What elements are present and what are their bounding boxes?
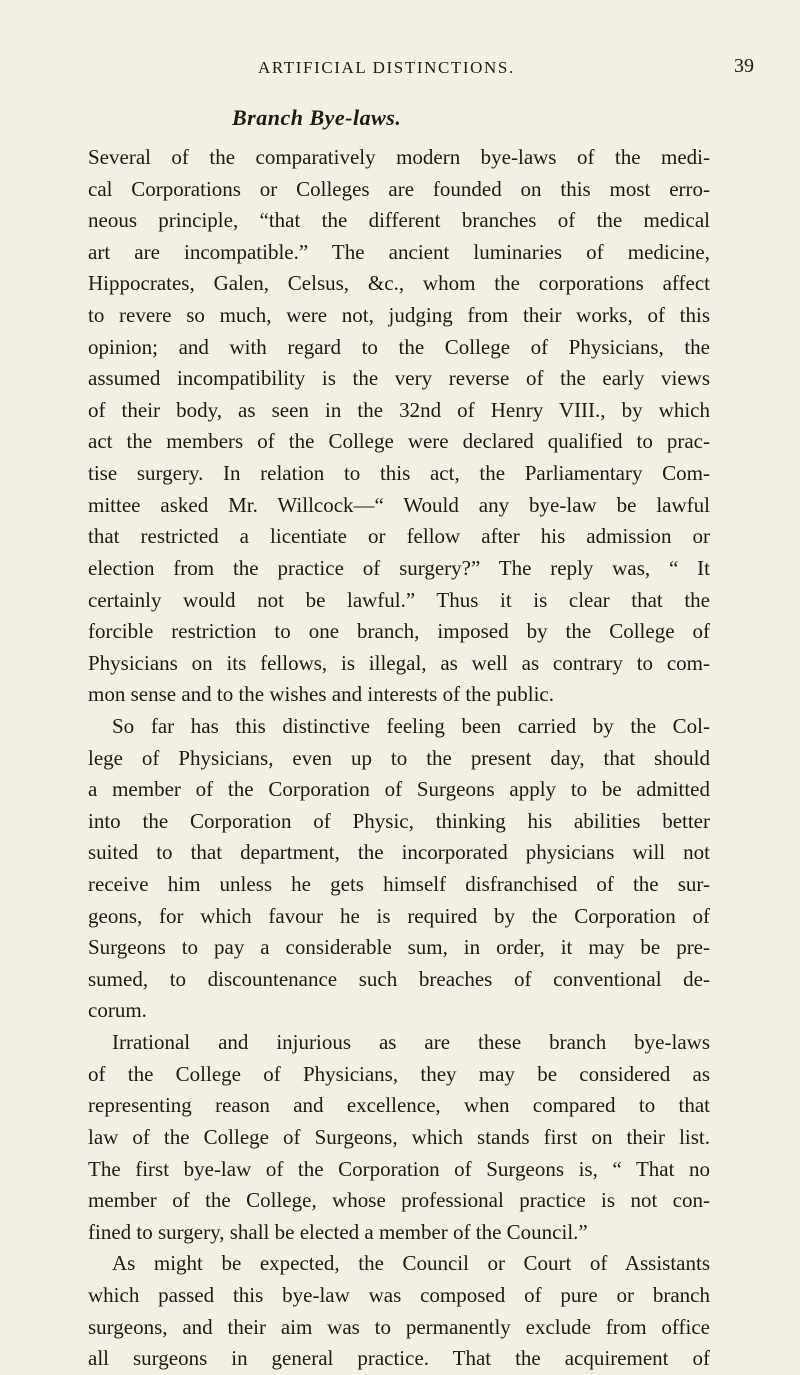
text-line: As might be expected, the Council or Court of Assistants bbox=[112, 1251, 710, 1276]
text-line: of their body, as seen in the 32nd of Henry VIII., by which bbox=[88, 397, 710, 422]
text-line: law of the College of Surgeons, which stands first on their list. bbox=[88, 1124, 710, 1149]
text-line: assumed incompatibility is the very reverse of the early views bbox=[88, 366, 710, 391]
text-line: geons, for which favour he is required by the Corporation of bbox=[88, 903, 710, 928]
text-line: into the Corporation of Physic, thinking his abilities better bbox=[88, 808, 710, 833]
text-line: sumed, to discountenance such breaches of conventional de- bbox=[88, 966, 710, 991]
text-line: lege of Physicians, even up to the present day, that should bbox=[88, 745, 710, 770]
text-line: Physicians on its fellows, is illegal, as well as contrary to com- bbox=[88, 650, 710, 675]
text-line: member of the College, whose professional practice is not con- bbox=[88, 1188, 710, 1213]
text-line: mittee asked Mr. Willcock—“ Would any bye-law be lawful bbox=[88, 492, 710, 517]
text-line: certainly would not be lawful.” Thus it is clear that the bbox=[88, 587, 710, 612]
text-line: election from the practice of surgery?” The reply was, “ It bbox=[88, 555, 710, 580]
text-line: art are incompatible.” The ancient luminaries of medicine, bbox=[88, 239, 710, 264]
text-line: opinion; and with regard to the College of Physicians, the bbox=[88, 334, 710, 359]
text-line: which passed this bye-law was composed of pure or branch bbox=[88, 1282, 710, 1307]
text-line: cal Corporations or Colleges are founded on this most erro- bbox=[88, 176, 710, 201]
text-line: corum. bbox=[88, 998, 147, 1023]
text-line: to revere so much, were not, judging from their works, of this bbox=[88, 303, 710, 328]
text-line: that restricted a licentiate or fellow after his admission or bbox=[88, 524, 710, 549]
text-line: suited to that department, the incorporated physicians will not bbox=[88, 840, 710, 865]
text-line: Several of the comparatively modern bye-laws of the medi- bbox=[88, 145, 710, 169]
text-line: of the College of Physicians, they may be considered as bbox=[88, 1061, 710, 1086]
text-line: neous principle, “that the different branches of the medical bbox=[88, 208, 710, 233]
text-line: surgeons, and their aim was to permanently exclude from office bbox=[88, 1314, 710, 1339]
body-text bbox=[88, 142, 710, 1375]
text-line: representing reason and excellence, when compared to that bbox=[88, 1093, 710, 1118]
text-line: all surgeons in general practice. That the acquirement of bbox=[88, 1346, 710, 1371]
section-heading: Branch Bye-laws. bbox=[232, 105, 402, 130]
text-line: forcible restriction to one branch, imposed by the College of bbox=[88, 619, 710, 644]
text-line: The first bye-law of the Corporation of Surgeons is, “ That no bbox=[88, 1156, 710, 1181]
text-line: tise surgery. In relation to this act, the Parliamentary Com- bbox=[88, 461, 710, 486]
text-line: a member of the Corporation of Surgeons apply to be admitted bbox=[88, 777, 710, 802]
text-line: So far has this distinctive feeling been carried by the Col- bbox=[112, 713, 710, 738]
running-head: ARTIFICIAL DISTINCTIONS. bbox=[258, 58, 515, 77]
text-line: fined to surgery, shall be elected a member of the Council.” bbox=[88, 1219, 588, 1244]
text-line: mon sense and to the wishes and interests of the public. bbox=[88, 682, 554, 707]
text-line: Surgeons to pay a considerable sum, in order, it may be pre- bbox=[88, 935, 710, 960]
text-line: act the members of the College were declared qualified to prac- bbox=[88, 429, 710, 454]
text-line: receive him unless he gets himself disfranchised of the sur- bbox=[88, 872, 710, 897]
text-line: Irrational and injurious as are these branch bye-laws bbox=[112, 1030, 710, 1055]
page-number: 39 bbox=[734, 55, 754, 77]
text-line: Hippocrates, Galen, Celsus, &c., whom the corporations affect bbox=[88, 271, 710, 296]
